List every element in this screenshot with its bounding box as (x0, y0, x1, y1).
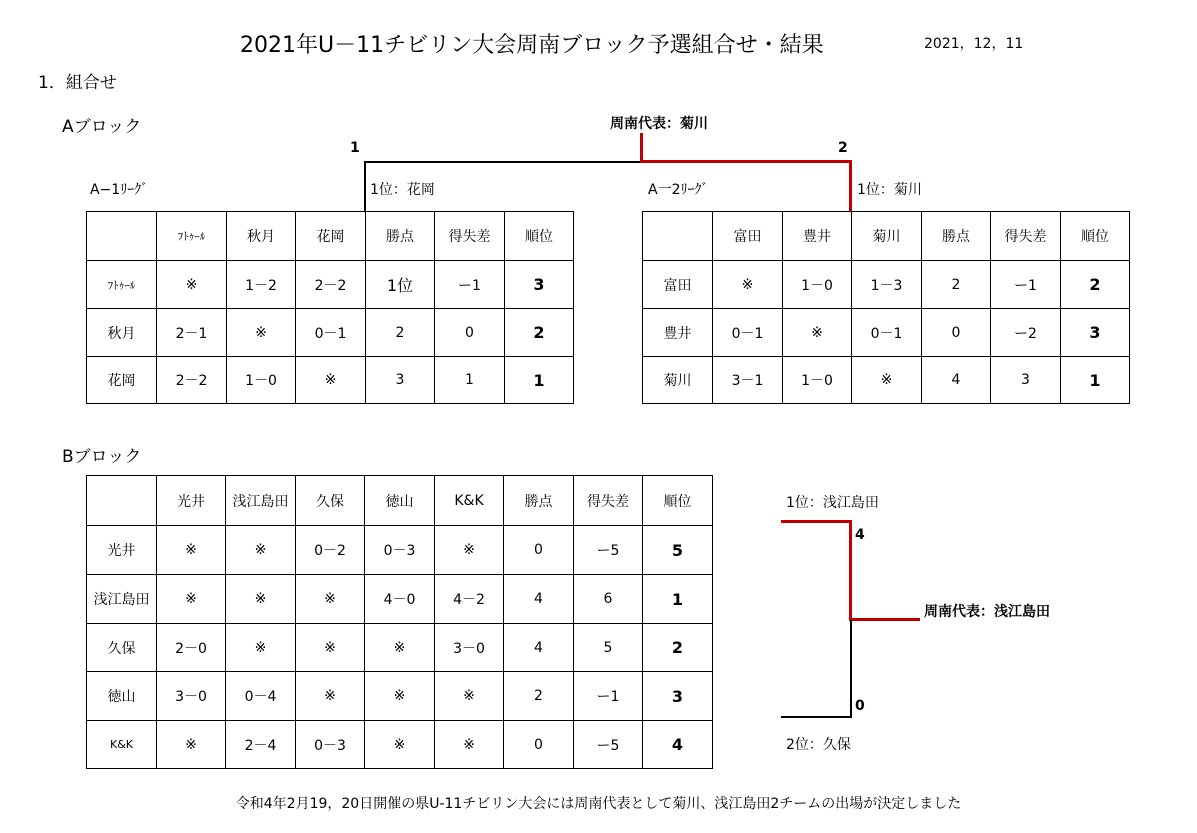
rank-cell: 1 (1061, 357, 1130, 404)
score-cell: 0－1 (852, 309, 922, 357)
league-a1-table (86, 211, 574, 404)
goal-diff-cell: ー2 (991, 309, 1061, 357)
goal-diff-cell: 0 (435, 309, 505, 357)
block-a-label: Aブロック (62, 117, 142, 137)
points-cell: 4 (504, 575, 574, 624)
score-cell: 0－3 (365, 526, 435, 575)
block-b-score-bottom: 0 (855, 698, 865, 714)
score-cell: 2－0 (157, 624, 226, 672)
team-name-cell: ﾌﾄｩｰﾙ (87, 261, 157, 309)
team-name-cell: 花岡 (87, 357, 157, 404)
points-cell: 1位 (366, 261, 435, 309)
team-name-cell: 菊川 (643, 357, 713, 404)
points-cell: 4 (922, 357, 991, 404)
bracket-a-winner-stem (640, 133, 643, 163)
table-row (87, 261, 574, 309)
score-cell: 4－0 (365, 575, 435, 624)
date-label: 2021，12，11 (924, 36, 1024, 52)
bracket-a-left-drop-line (364, 161, 366, 211)
header-cell: 勝点 (922, 212, 991, 261)
block-a-winner: 周南代表：菊川 (610, 116, 708, 132)
header-cell: 得失差 (435, 212, 505, 261)
rank-cell: 2 (505, 309, 574, 357)
header-cell: 花岡 (296, 212, 366, 261)
table-row (87, 672, 713, 721)
score-cell: 2－1 (157, 309, 227, 357)
points-cell: 2 (366, 309, 435, 357)
table-row (643, 261, 1130, 309)
goal-diff-cell: ー1 (991, 261, 1061, 309)
score-cell: 0－1 (713, 309, 783, 357)
header-cell: K&K (435, 476, 504, 526)
goal-diff-cell: ー1 (574, 672, 643, 721)
header-cell: 順位 (643, 476, 713, 526)
score-cell: 3－1 (713, 357, 783, 404)
points-cell: 2 (504, 672, 574, 721)
table-row (643, 357, 1130, 404)
score-cell: ※ (157, 721, 226, 769)
points-cell: 3 (366, 357, 435, 404)
header-cell: 豊井 (783, 212, 852, 261)
header-cell: 久保 (296, 476, 365, 526)
score-cell: 2－2 (296, 261, 366, 309)
header-cell: 秋月 (227, 212, 296, 261)
score-cell: ※ (296, 575, 365, 624)
score-cell: ※ (157, 575, 226, 624)
team-name-cell: 富田 (643, 261, 713, 309)
header-cell: 富田 (713, 212, 783, 261)
block-b-winner: 周南代表：浅江島田 (924, 604, 1050, 620)
rank-cell: 1 (505, 357, 574, 404)
score-cell: 0－4 (226, 672, 296, 721)
score-cell: ※ (157, 526, 226, 575)
points-cell: 0 (922, 309, 991, 357)
block-b-score-top: 4 (855, 527, 865, 543)
score-cell: ※ (226, 526, 296, 575)
header-cell: 得失差 (991, 212, 1061, 261)
team-name-cell: 豊井 (643, 309, 713, 357)
score-cell: ※ (713, 261, 783, 309)
footer-note: 令和4年2月19，20日開催の県U-11チビリン大会には周南代表として菊川、浅江島田2チームの出場が決定しました (235, 796, 962, 812)
rank-cell: 4 (643, 721, 713, 769)
goal-diff-cell: 1 (435, 357, 505, 404)
score-cell: 0－2 (296, 526, 365, 575)
score-cell: 3－0 (157, 672, 226, 721)
bracket-b-top-line (781, 520, 852, 523)
header-cell: 順位 (1061, 212, 1130, 261)
goal-diff-cell: 3 (991, 357, 1061, 404)
team-name-cell: 浅江島田 (87, 575, 157, 624)
rank-cell: 2 (1061, 261, 1130, 309)
bracket-b-lower-vertical (850, 620, 852, 718)
header-cell: 光井 (157, 476, 226, 526)
block-b-first-place: 1位：浅江島田 (786, 495, 879, 511)
score-cell: ※ (435, 721, 504, 769)
score-cell: ※ (365, 721, 435, 769)
score-cell: ※ (227, 309, 296, 357)
team-name-cell: 光井 (87, 526, 157, 575)
league-a1-label: A−1ﾘｰｸﾞ (90, 182, 149, 198)
bracket-a-top-right-line (640, 160, 852, 163)
header-cell: 浅江島田 (226, 476, 296, 526)
table-row (87, 526, 713, 575)
team-name-cell: 徳山 (87, 672, 157, 721)
table-row (87, 309, 574, 357)
league-a2-label: A一2ﾘｰｸﾞ (648, 182, 709, 198)
table-header-row (87, 476, 713, 526)
rank-cell: 1 (643, 575, 713, 624)
score-cell: ※ (226, 624, 296, 672)
score-cell: ※ (852, 357, 922, 404)
league-a2-table (642, 211, 1130, 404)
goal-diff-cell: ー1 (435, 261, 505, 309)
block-b-second-place: 2位：久保 (786, 737, 851, 753)
block-a-score-right: 2 (838, 140, 848, 156)
table-row (87, 624, 713, 672)
score-cell: ※ (296, 624, 365, 672)
header-cell: 徳山 (365, 476, 435, 526)
block-a-score-left: 1 (350, 140, 360, 156)
team-name-cell: K&K (87, 721, 157, 769)
header-cell (643, 212, 713, 261)
score-cell: 1－2 (227, 261, 296, 309)
points-cell: 0 (504, 526, 574, 575)
bracket-a-top-left-line (364, 161, 642, 163)
header-cell (87, 476, 157, 526)
table-header-row (87, 212, 574, 261)
score-cell: 1－3 (852, 261, 922, 309)
rank-cell: 2 (643, 624, 713, 672)
score-cell: ※ (435, 672, 504, 721)
score-cell: ※ (365, 624, 435, 672)
rank-cell: 5 (643, 526, 713, 575)
league-a1-first-place: 1位：花岡 (370, 182, 435, 198)
bracket-b-winner-line (849, 618, 920, 621)
goal-diff-cell: 6 (574, 575, 643, 624)
goal-diff-cell: ー5 (574, 721, 643, 769)
score-cell: 2－4 (226, 721, 296, 769)
team-name-cell: 秋月 (87, 309, 157, 357)
points-cell: 2 (922, 261, 991, 309)
header-cell: ﾌﾄｩｰﾙ (157, 212, 227, 261)
score-cell: ※ (157, 261, 227, 309)
points-cell: 4 (504, 624, 574, 672)
league-a2-first-place: 1位：菊川 (857, 182, 922, 198)
bracket-a-right-drop-line (849, 160, 852, 211)
rank-cell: 3 (643, 672, 713, 721)
header-cell (87, 212, 157, 261)
score-cell: 1－0 (783, 357, 852, 404)
team-name-cell: 久保 (87, 624, 157, 672)
header-cell: 菊川 (852, 212, 922, 261)
score-cell: ※ (435, 526, 504, 575)
table-row (87, 575, 713, 624)
score-cell: ※ (783, 309, 852, 357)
score-cell: 2－2 (157, 357, 227, 404)
goal-diff-cell: 5 (574, 624, 643, 672)
table-row (643, 309, 1130, 357)
score-cell: 1－0 (227, 357, 296, 404)
section-heading: 1．組合せ (38, 73, 117, 93)
block-b-label: Bブロック (62, 447, 142, 467)
header-cell: 勝点 (366, 212, 435, 261)
header-cell: 勝点 (504, 476, 574, 526)
rank-cell: 3 (505, 261, 574, 309)
header-cell: 得失差 (574, 476, 643, 526)
score-cell: 0－1 (296, 309, 366, 357)
points-cell: 0 (504, 721, 574, 769)
table-row (87, 357, 574, 404)
rank-cell: 3 (1061, 309, 1130, 357)
score-cell: 4－2 (435, 575, 504, 624)
score-cell: ※ (296, 357, 366, 404)
score-cell: ※ (296, 672, 365, 721)
header-cell: 順位 (505, 212, 574, 261)
goal-diff-cell: ー5 (574, 526, 643, 575)
table-row (87, 721, 713, 769)
table-header-row (643, 212, 1130, 261)
score-cell: 1－0 (783, 261, 852, 309)
page-title: 2021年U－11チビリン大会周南ブロック予選組合せ・結果 (240, 33, 824, 58)
bracket-b-bottom-line (781, 716, 852, 718)
block-b-table (86, 475, 713, 769)
score-cell: ※ (226, 575, 296, 624)
score-cell: 0－3 (296, 721, 365, 769)
score-cell: ※ (365, 672, 435, 721)
score-cell: 3－0 (435, 624, 504, 672)
bracket-b-upper-vertical (849, 520, 852, 621)
